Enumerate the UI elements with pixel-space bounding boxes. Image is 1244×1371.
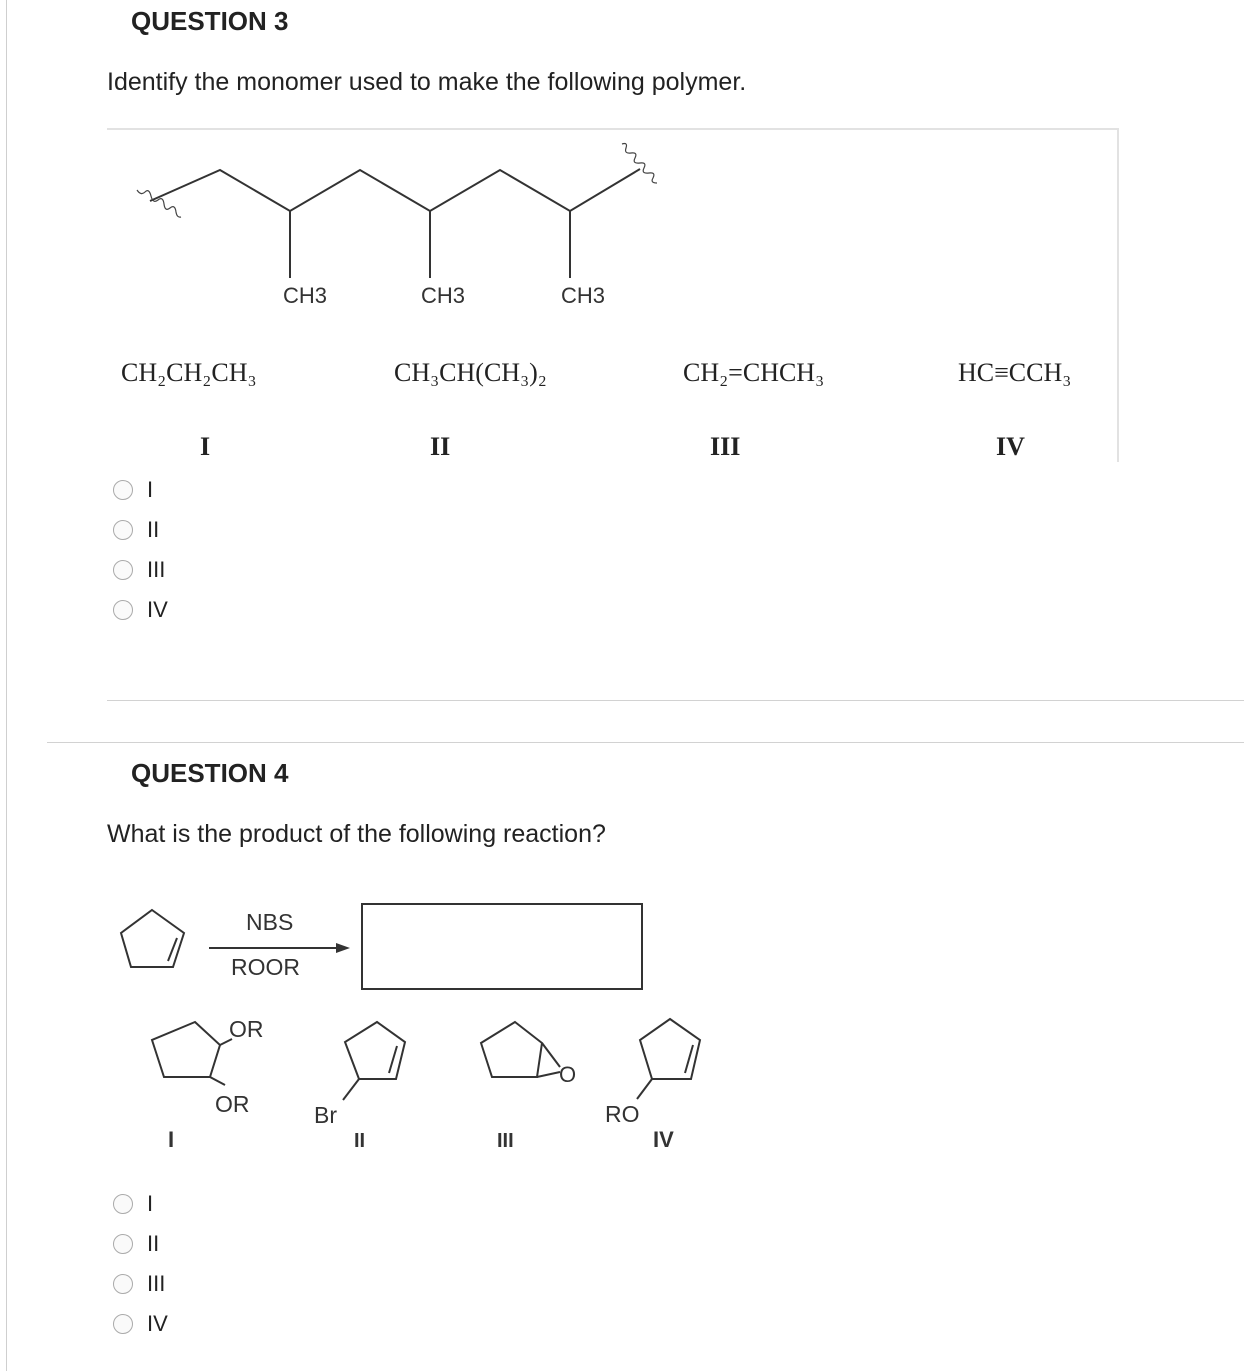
q4-radio-IV[interactable] <box>113 1314 133 1334</box>
question-3-bottom-divider <box>107 700 1244 701</box>
option-I-bottom-label: OR <box>215 1091 250 1117</box>
option-IV-numeral: IV <box>653 1127 674 1152</box>
question-3-title: QUESTION 3 <box>131 6 289 36</box>
q3-choice-III[interactable] <box>113 550 168 590</box>
q3-choice-label-IV: IV <box>147 597 168 622</box>
methyl-label-2: CH3 <box>421 283 466 308</box>
option-III-structure <box>481 1022 576 1087</box>
reagent-bottom: ROOR <box>231 954 300 980</box>
q3-choice-I[interactable] <box>113 470 168 510</box>
option-I-top-label: OR <box>229 1016 264 1042</box>
option-III-numeral: III <box>497 1130 514 1152</box>
monomer-I-numeral: I <box>200 432 211 461</box>
q4-choice-III[interactable] <box>113 1264 168 1304</box>
option-II-label: Br <box>314 1102 337 1128</box>
q3-radio-IV[interactable] <box>113 600 133 620</box>
q4-choice-label-IV: IV <box>147 1311 168 1336</box>
q3-radio-III[interactable] <box>113 560 133 580</box>
monomer-III-formula: CH₂=CHCH₃ <box>683 358 825 387</box>
methyl-label-1: CH3 <box>283 283 328 308</box>
monomer-IV-formula: HC≡CCH₃ <box>958 358 1072 387</box>
monomer-II-formula: CH₃CH(CH₃)₂ <box>394 358 547 387</box>
monomer-II-numeral: II <box>430 432 451 461</box>
q3-radio-I[interactable] <box>113 480 133 500</box>
methyl-label-3: CH3 <box>561 283 606 308</box>
question-separator <box>47 742 1244 743</box>
question-4-choices <box>113 1184 168 1344</box>
reaction-arrow <box>209 943 350 953</box>
wavy-end-left <box>137 190 181 217</box>
question-4-prompt: What is the product of the following reaction? <box>107 820 606 848</box>
q4-choice-label-II: II <box>147 1231 160 1256</box>
option-II-numeral: II <box>354 1130 366 1152</box>
q3-choice-label-III: III <box>147 557 166 582</box>
reagent-top: NBS <box>246 909 294 935</box>
q3-radio-II[interactable] <box>113 520 133 540</box>
q4-radio-I[interactable] <box>113 1194 133 1214</box>
question-4-figure <box>107 895 727 1165</box>
reactant-cyclopentene <box>121 910 184 967</box>
q4-choice-I[interactable] <box>113 1184 168 1224</box>
q4-choice-IV[interactable] <box>113 1304 168 1344</box>
option-IV-label: RO <box>605 1101 640 1127</box>
option-IV-structure <box>605 1019 700 1127</box>
q4-choice-label-I: I <box>147 1191 154 1216</box>
question-3-figure <box>107 128 1122 464</box>
option-II-structure <box>314 1022 405 1128</box>
option-III-label: O <box>559 1062 577 1087</box>
q4-radio-II[interactable] <box>113 1234 133 1254</box>
monomer-III-numeral: III <box>710 432 741 461</box>
q3-choice-II[interactable] <box>113 510 168 550</box>
q4-choice-label-III: III <box>147 1271 166 1296</box>
question-4-title: QUESTION 4 <box>131 758 289 788</box>
monomer-I-formula: CH₂CH₂CH₃ <box>121 358 257 387</box>
question-3-prompt: Identify the monomer used to make the following polymer. <box>107 68 747 96</box>
left-border <box>6 0 7 1371</box>
product-box <box>362 904 642 989</box>
option-I-numeral: I <box>168 1127 175 1152</box>
question-3-choices <box>113 470 168 630</box>
q3-choice-IV[interactable] <box>113 590 168 630</box>
monomer-IV-numeral: IV <box>996 432 1025 461</box>
option-I-structure <box>152 1016 264 1117</box>
polymer-structure <box>137 144 657 309</box>
q4-choice-II[interactable] <box>113 1224 168 1264</box>
q3-choice-label-I: I <box>147 477 154 502</box>
q3-choice-label-II: II <box>147 517 160 542</box>
q4-radio-III[interactable] <box>113 1274 133 1294</box>
